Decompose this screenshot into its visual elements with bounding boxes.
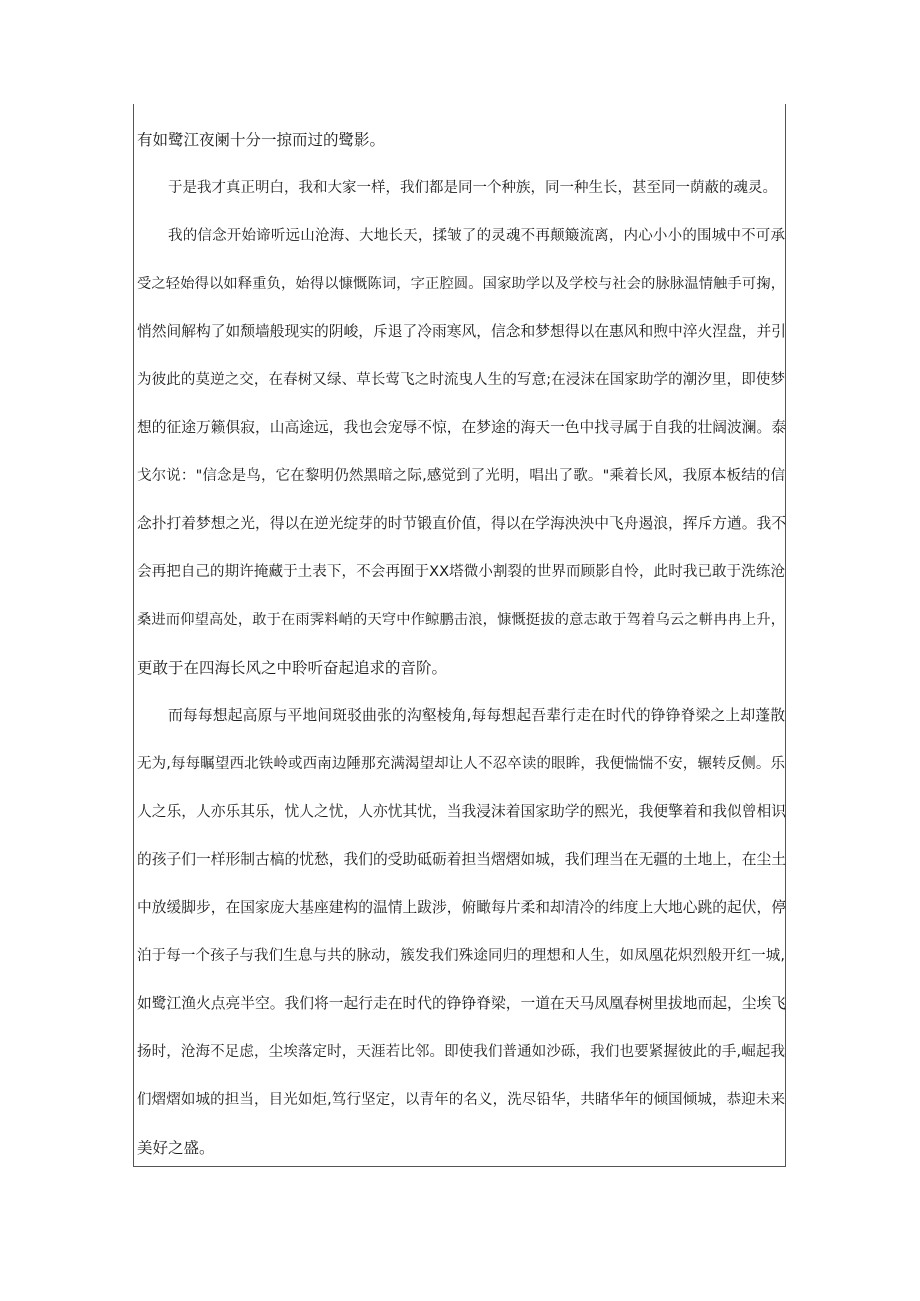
text-line: 无为,每每瞩望西北铁岭或西南边陲那充满渴望却让人不忍卒读的眼眸，我便惴惴不安，辗转反侧。乐 [137, 756, 785, 772]
text-line: 受之轻始得以如释重负，始得以慷慨陈词，字正腔圆。国家助学以及学校与社会的脉脉温情触手可掬， [137, 276, 785, 292]
text-line: 于是我才真正明白，我和大家一样，我们都是同一个种族，同一种生长，甚至同一荫蔽的魂灵。 [168, 180, 777, 196]
text-line: 们熠熠如城的担当，目光如炬,笃行坚定，以青年的名义，洗尽铅华，共睹华年的倾国倾城，恭迎未来 [137, 1092, 785, 1108]
text-line: 更敢于在四海长风之中聆听奋起追求的音阶。 [137, 659, 448, 677]
text-line: 如鹭江渔火点亮半空。我们将一起行走在时代的铮铮脊梁，一道在天马凤凰春树里拔地而起，尘埃飞 [137, 995, 786, 1012]
text-line: 桑进而仰望高处，敢于在雨霁料峭的天穹中作鲸鹏击浪，慷慨挺拔的意志敢于驾着乌云之軿冉冉上升， [137, 612, 785, 628]
text-line: 中放缓脚步，在国家庞大基座建构的温情上跋涉，俯瞰每片柔和却清冷的纬度上大地心跳的起伏，停 [137, 899, 786, 916]
text-line: 会再把自己的期许掩藏于土表下，不会再囿于XX塔微小割裂的世界而顾影自怜，此时我已敢于洗练沧 [137, 564, 785, 580]
text-line: 有如鹭江夜阑十分一掠而过的鹭影。 [137, 131, 386, 149]
text-line: 泊于每一个孩子与我们生息与共的脉动，簇发我们殊途同归的理想和人生，如凤凰花炽烈般开红一城, [137, 948, 785, 964]
text-line: 我的信念开始谛听远山沧海、大地长天，揉皱了的灵魂不再颠簸流离，内心小小的围城中不可承 [168, 228, 785, 244]
text-line: 念扑打着梦想之光，得以在逆光绽芽的时节锻直价值，得以在学海泱泱中飞舟遏浪，挥斥方遒。我不 [137, 515, 786, 532]
text-line: 想的征途万籁俱寂，山高途远，我也会宠辱不惊，在梦途的海天一色中找寻属于自我的壮阔波澜。泰 [137, 419, 786, 436]
text-line: 戈尔说："信念是鸟，它在黎明仍然黑暗之际,感觉到了光明，唱出了歌。"乘着长风，我原本板结的信 [137, 468, 785, 484]
text-line: 扬时，沧海不足虑，尘埃落定时，天涯若比邻。即使我们普通如沙砾，我们也要紧握彼此的手,崛起我 [137, 1044, 785, 1060]
text-line: 美好之盛。 [137, 1139, 215, 1157]
text-line: 悄然间解构了如颓墙般现实的阴峻，斥退了冷雨寒风，信念和梦想得以在惠风和煦中淬火涅盘，并引 [137, 323, 786, 340]
text-line: 人之乐，人亦乐其乐，忧人之忧，人亦忧其忧，当我浸沫着国家助学的熙光，我便擎着和我似曾相识 [137, 803, 786, 820]
text-line: 而每每想起高原与平地间斑驳曲张的沟壑棱角,每每想起吾辈行走在时代的铮铮脊梁之上却蓬散 [168, 707, 785, 724]
text-line: 为彼此的莫逆之交，在春树又绿、草长莺飞之时流曳人生的写意;在浸沫在国家助学的潮汐里，即使梦 [137, 372, 785, 388]
text-line: 的孩子们一样形制古槁的忧愁，我们的受助砥砺着担当熠熠如城，我们理当在无疆的土地上，在尘土 [137, 851, 786, 868]
